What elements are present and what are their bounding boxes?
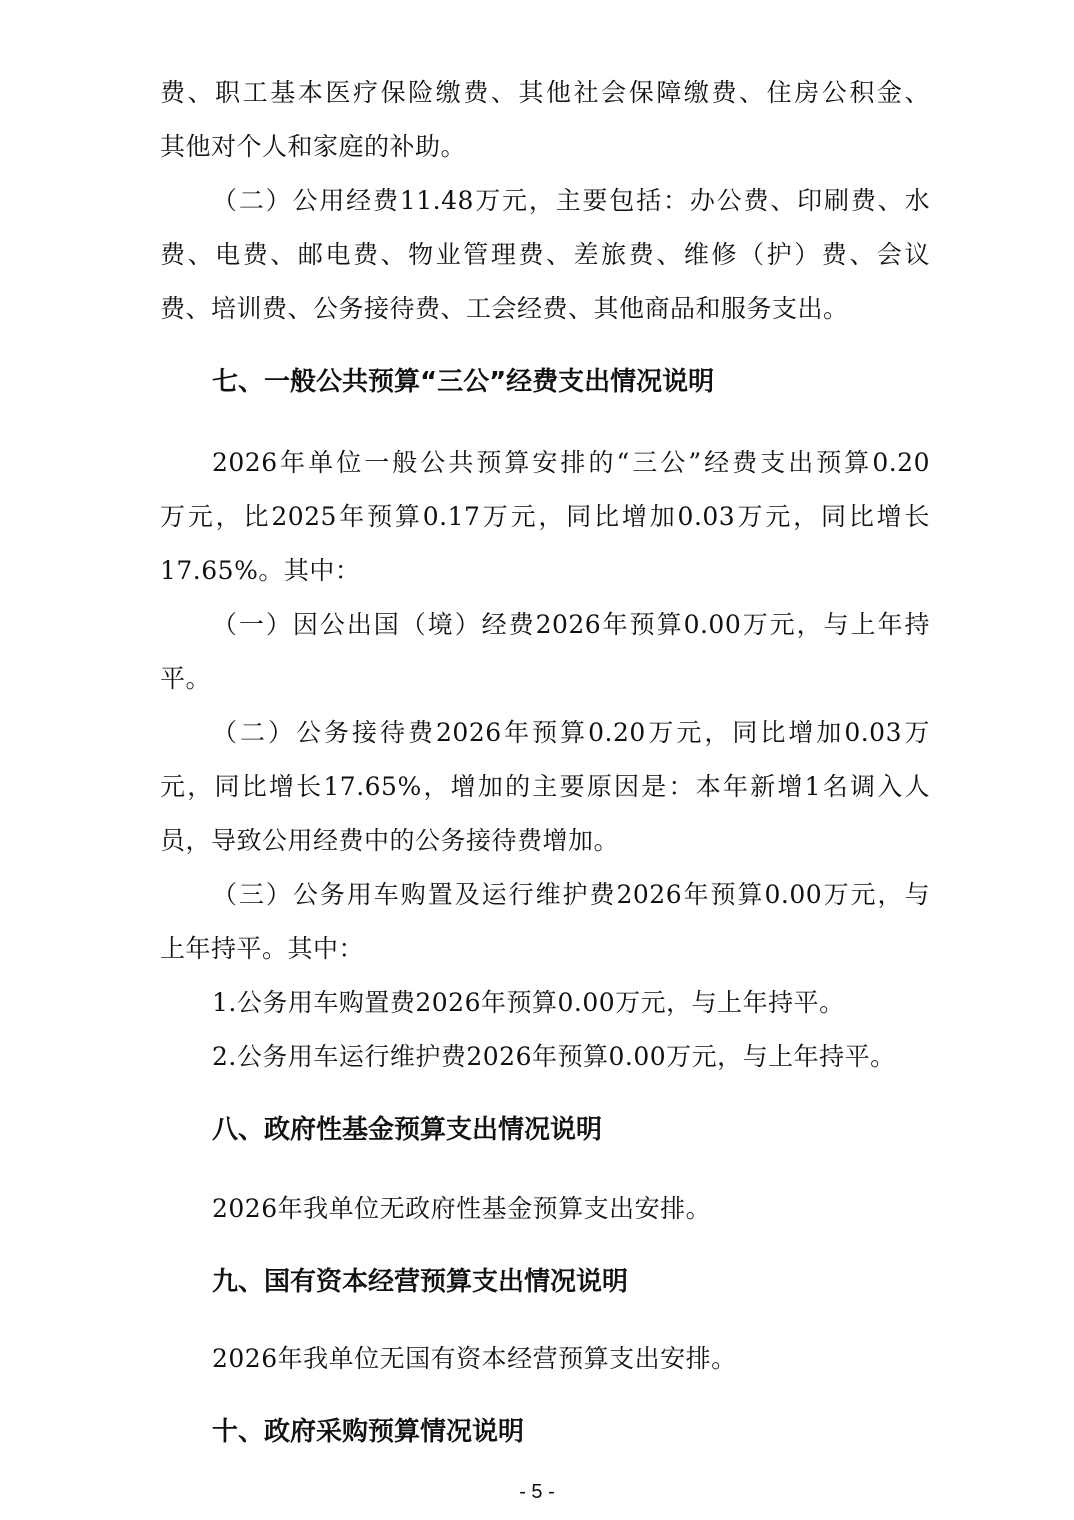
public-funds-paragraph-line: 费、培训费、公务接待费、工会经费、其他商品和服务支出。	[160, 294, 849, 323]
section7-item1-line: 平。	[160, 664, 212, 693]
section9-text: 2026年我单位无国有资本经营预算支出安排。	[212, 1344, 737, 1373]
section7-item2-line: 员，导致公用经费中的公务接待费增加。	[160, 826, 620, 855]
section8-text: 2026年我单位无政府性基金预算支出安排。	[212, 1194, 712, 1223]
section-heading-10: 十、政府采购预算情况说明	[212, 1417, 525, 1447]
section7-item1-line: （一）因公出国（境）经费2026年预算0.00万元，与上年持	[212, 610, 930, 639]
section7-intro-line: 2026年单位一般公共预算安排的“三公”经费支出预算0.20	[212, 448, 930, 477]
public-funds-paragraph-line: 费、电费、邮电费、物业管理费、差旅费、维修（护）费、会议	[160, 240, 930, 269]
body-text-line: 费、职工基本医疗保险缴费、其他社会保障缴费、住房公积金、	[160, 78, 930, 107]
public-funds-paragraph-line: （二）公用经费11.48万元，主要包括：办公费、印刷费、水	[212, 186, 930, 215]
section7-subitem-1: 1.公务用车购置费2026年预算0.00万元，与上年持平。	[212, 988, 845, 1017]
section7-item2-line: （二）公务接待费2026年预算0.20万元，同比增加0.03万	[212, 718, 930, 747]
page-number: - 5 -	[519, 1481, 555, 1503]
section-heading-7: 七、一般公共预算“三公”经费支出情况说明	[212, 367, 715, 397]
section7-intro-line: 17.65%。其中：	[160, 556, 361, 585]
section7-subitem-2: 2.公务用车运行维护费2026年预算0.00万元，与上年持平。	[212, 1042, 896, 1071]
section7-item3-line: （三）公务用车购置及运行维护费2026年预算0.00万元，与	[212, 880, 930, 909]
body-text-line: 其他对个人和家庭的补助。	[160, 132, 467, 161]
section7-item3-line: 上年持平。其中：	[160, 934, 365, 963]
section7-intro-line: 万元，比2025年预算0.17万元，同比增加0.03万元，同比增长	[160, 502, 930, 531]
section7-item2-line: 元，同比增长17.65%，增加的主要原因是：本年新增1名调入人	[160, 772, 930, 801]
section-heading-8: 八、政府性基金预算支出情况说明	[212, 1115, 603, 1145]
section-heading-9: 九、国有资本经营预算支出情况说明	[212, 1267, 629, 1297]
